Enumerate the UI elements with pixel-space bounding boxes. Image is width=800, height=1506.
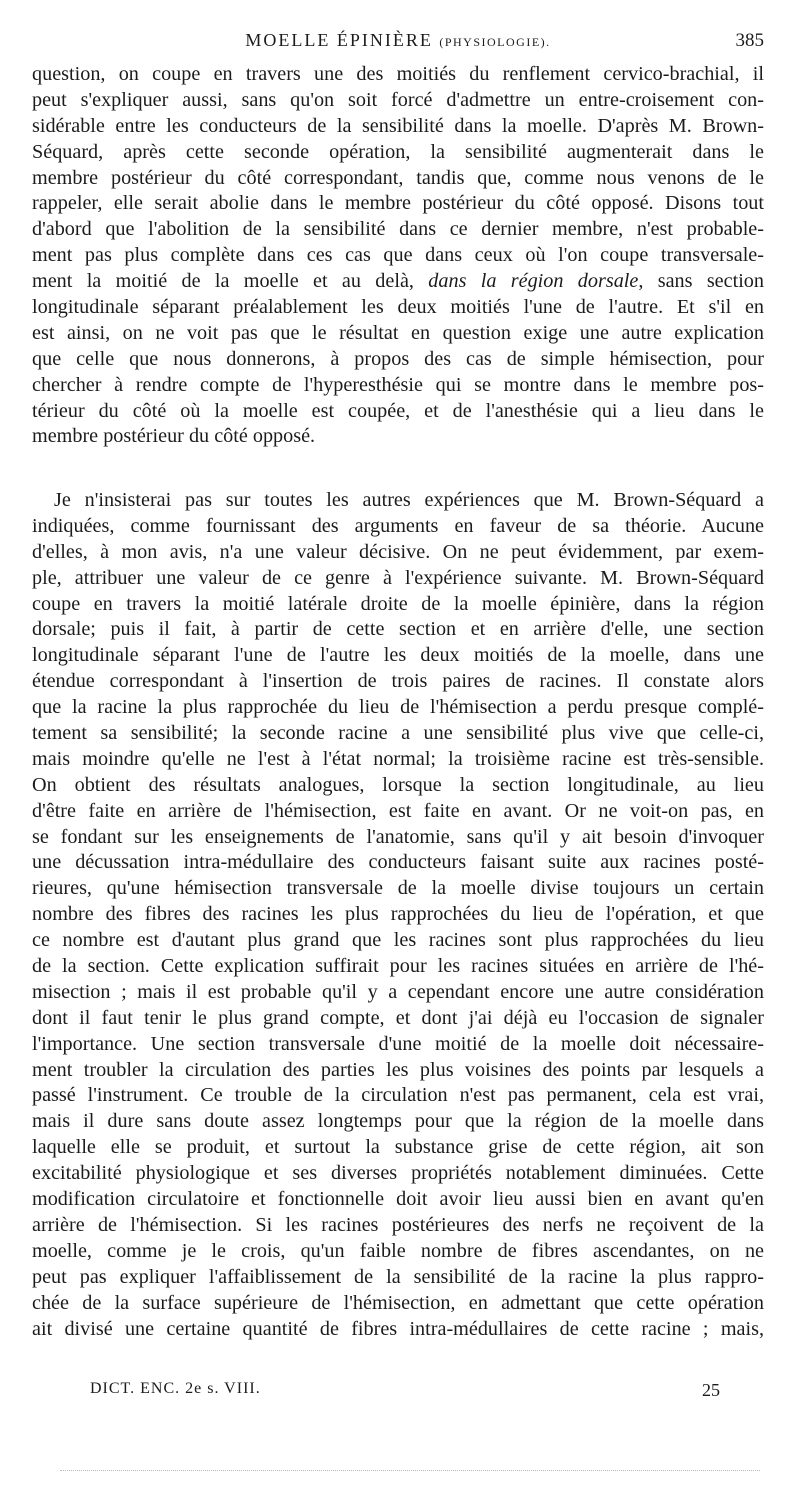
text-line [32, 269, 764, 295]
text-line: une décussation intra-médullaire des conducteurs faisant suite aux racines posté- [32, 851, 764, 874]
paragraph-1 [32, 62, 764, 450]
text-line: que la racine la plus rapprochée du lieu de l'hémisection a perdu presque complé- [32, 696, 764, 719]
text-line: d'elles, à mon avis, n'a une valeur décisive. On ne peut évidemment, par exem- [32, 540, 764, 563]
text-line: sidérable entre les conducteurs de la sensibilité dans la moelle. D'après M. Brown- [32, 114, 764, 137]
text-line: misection ; mais il est probable qu'il y a cependant encore une autre considération [32, 980, 764, 1003]
text-line: mais il dure sans doute assez longtemps pour que la région de la moelle dans [32, 1110, 764, 1133]
signature-mark: DICT. ENC. 2e s. VIII. [90, 1380, 261, 1397]
text-line: que celle que nous donnerons, à propos des cas de simple hémisection, pour [32, 347, 764, 370]
text-line: ple, attribuer une valeur de ce genre à l'expérience suivante. M. Brown-Séquard [32, 566, 764, 589]
text-line: de la section. Cette explication suffirait pour les racines situées en arrière de l'hé- [32, 955, 764, 978]
text-line: On obtient des résultats analogues, lorsque la section longitudinale, au lieu [32, 773, 764, 796]
text-line: dorsale; puis il fait, à partir de cette section et en arrière d'elle, une section [32, 618, 764, 641]
text-line: est ainsi, on ne voit pas que le résultat en question exige une autre explication [32, 321, 764, 344]
text-line: passé l'instrument. Ce trouble de la circulation n'est pas permanent, cela est vrai, [32, 1084, 764, 1107]
text-line: moelle, comme je le crois, qu'un faible nombre de fibres ascendantes, on ne [32, 1239, 764, 1262]
text-line: dont il faut tenir le plus grand compte, et dont j'ai déjà eu l'occasion de signaler [32, 1006, 764, 1029]
running-title [32, 30, 764, 51]
text-line: rappeler, elle serait abolie dans le membre postérieur du côté opposé. Disons tout [32, 192, 764, 215]
italic-phrase: dans la région dorsale [428, 270, 639, 293]
text-line: se fondant sur les enseignements de l'anatomie, sans qu'il y ait besoin d'invoquer [32, 825, 764, 848]
running-title-sub: (PHYSIOLOGIE). [439, 35, 551, 49]
text-line: longitudinale séparant l'une de l'autre les deux moitiés de la moelle, dans une [32, 644, 764, 667]
text-line: ce nombre est d'autant plus grand que les racines sont plus rapprochées du lieu [32, 929, 764, 952]
text-line: question, on coupe en travers une des moitiés du renflement cervico-brachial, il [32, 63, 764, 85]
text-line: ait divisé une certaine quantité de fibres intra-médullaires de cette racine ; mais, [32, 1317, 764, 1340]
text-line: ment pas plus complète dans ces cas que dans ceux où l'on coupe transversale- [32, 244, 764, 267]
text-line: modification circulatoire et fonctionnelle doit avoir lieu aussi bien en avant qu'en [32, 1188, 764, 1211]
text-line: rieures, qu'une hémisection transversale de la moelle divise toujours un certain [32, 877, 764, 900]
text-line: peut s'expliquer aussi, sans qu'on soit forcé d'admettre un entre-croisement con- [32, 88, 764, 111]
text-line: membre postérieur du côté correspondant, tandis que, comme nous venons de le [32, 166, 764, 189]
text-line: d'abord que l'abolition de la sensibilité dans ce dernier membre, n'est probable- [32, 218, 764, 241]
text-line: indiquées, comme fournissant des arguments en faveur de sa théorie. Aucune [32, 514, 764, 537]
text-line: ment troubler la circulation des parties les plus voisines des points par lesquels a [32, 1058, 764, 1081]
text-line: nombre des fibres des racines les plus rapprochées du lieu de l'opération, et que [32, 903, 764, 926]
paragraph-2 [32, 488, 764, 1342]
text-line: Je n'insisterai pas sur toutes les autres expériences que M. Brown-Séquard a [54, 489, 764, 511]
text-line: l'importance. Une section transversale d'une moitié de la moelle doit nécessaire- [32, 1032, 764, 1055]
text-line: peut pas expliquer l'affaiblissement de la sensibilité de la racine la plus rappro- [32, 1265, 764, 1288]
text-line: membre postérieur du côté opposé. [32, 425, 316, 448]
text-line: longitudinale séparant préalablement les deux moitiés l'une de l'autre. Et s'il en [32, 296, 764, 319]
text-line: laquelle elle se produit, et surtout la substance grise de cette région, ait son [32, 1136, 764, 1159]
page-number: 385 [735, 30, 764, 51]
text-line: Séquard, après cette seconde opération, la sensibilité augmenterait dans le [32, 140, 764, 163]
text-line: excitabilité physiologique et ses diverses propriétés notablement diminuées. Cette [32, 1162, 764, 1185]
text-segment: ment la moitié de la moelle et au delà, [32, 270, 414, 293]
sheet-number: 25 [702, 1380, 720, 1400]
text-line: étendue correspondant à l'insertion de trois paires de racines. Il constate alors [32, 670, 764, 693]
running-title-main: MOELLE ÉPINIÈRE [245, 30, 433, 50]
scan-artifact-divider [60, 1470, 760, 1475]
text-line: térieur du côté où la moelle est coupée, et de l'anesthésie qui a lieu dans le [32, 399, 764, 422]
text-line: tement sa sensibilité; la seconde racine a une sensibilité plus vive que celle-ci, [32, 722, 764, 745]
page-footer [90, 1380, 720, 1406]
text-line: arrière de l'hémisection. Si les racines postérieures des nerfs ne reçoivent de la [32, 1213, 764, 1236]
text-line: chercher à rendre compte de l'hyperesthésie qui se montre dans le membre pos- [32, 373, 764, 396]
running-header [32, 30, 764, 56]
text-line: chée de la surface supérieure de l'hémisection, en admettant que cette opération [32, 1291, 764, 1314]
text-line: d'être faite en arrière de l'hémisection, est faite en avant. Or ne voit-on pas, en [32, 799, 764, 822]
text-line: mais moindre qu'elle ne l'est à l'état normal; la troisième racine est très-sensible. [32, 747, 764, 770]
text-line: coupe en travers la moitié latérale droite de la moelle épinière, dans la région [32, 592, 764, 615]
text-segment: , sans section [638, 270, 764, 293]
